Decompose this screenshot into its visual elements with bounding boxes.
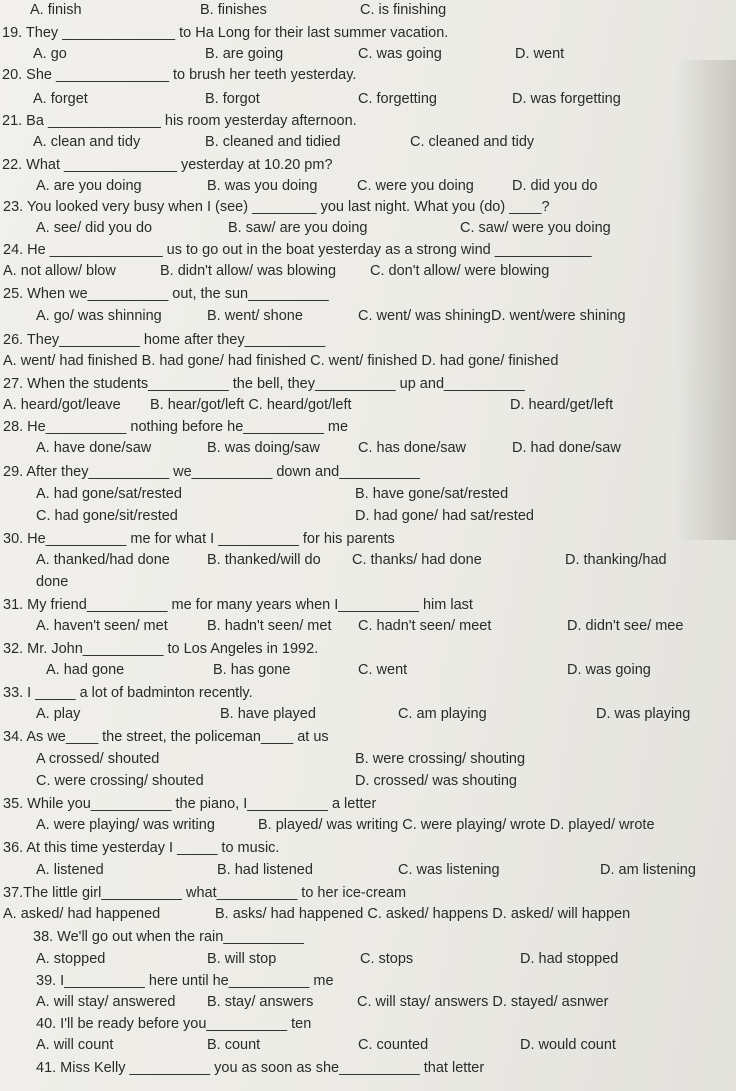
line-text: C. hadn't seen/ meet — [358, 618, 492, 634]
line-text: B. went/ shone — [207, 308, 303, 324]
exercise-line — [0, 196, 736, 218]
line-text: A. clean and tidy — [33, 134, 141, 150]
line-text: A. finish — [30, 2, 82, 18]
exercise-line — [0, 131, 736, 153]
exercise-line — [0, 638, 736, 660]
exercise-line — [0, 373, 736, 395]
exercise-line — [0, 505, 736, 527]
line-text: 37.The little girl__________ what__________ to her ice-cream — [3, 885, 407, 901]
line-text: C. is finishing — [360, 2, 447, 18]
line-text: A. will stay/ answered — [36, 994, 176, 1010]
exercise-line — [0, 615, 736, 637]
exercise-line — [0, 329, 736, 351]
line-text: 31. My friend__________ me for many years when I__________ him last — [3, 597, 473, 613]
line-text: 25. When we__________ out, the sun__________ — [3, 286, 329, 302]
line-text: C. am playing — [398, 706, 487, 722]
line-text: D. am listening — [600, 862, 696, 878]
line-text: C. was going — [358, 46, 442, 62]
line-text: D. was forgetting — [512, 91, 621, 107]
exercise-line — [0, 882, 736, 904]
line-text: D. heard/get/left — [510, 397, 614, 413]
line-text: D. did you do — [512, 178, 598, 194]
line-text: A. play — [36, 706, 81, 722]
exercise-line — [0, 239, 736, 261]
line-text: C. thanks/ had done — [352, 552, 482, 568]
line-text: 36. At this time yesterday I _____ to music. — [3, 840, 280, 856]
line-text: C. counted — [358, 1037, 429, 1053]
line-text: A. are you doing — [36, 178, 142, 194]
line-text: A. go — [33, 46, 67, 62]
line-text: A. listened — [36, 862, 104, 878]
exercise-line — [0, 0, 736, 21]
line-text: D. was going — [567, 662, 651, 678]
exercise-line — [0, 483, 736, 505]
exercise-line — [0, 991, 736, 1013]
line-text: D. went — [515, 46, 565, 62]
line-text: A. go/ was shinning — [36, 308, 162, 324]
line-text: A. had gone — [46, 662, 125, 678]
exercise-line — [0, 682, 736, 704]
line-text: 34. As we____ the street, the policeman____ at us — [3, 729, 329, 745]
line-text: C. forgetting — [358, 91, 437, 107]
line-text: 20. She ______________ to brush her teeth yesterday. — [2, 67, 357, 83]
line-text: done — [36, 574, 69, 590]
line-text: B. played/ was writing C. were playing/ wrote D. played/ wrote — [258, 817, 655, 833]
line-text: A. haven't seen/ met — [36, 618, 168, 634]
line-text: D. thanking/had — [565, 552, 667, 568]
line-text: 32. Mr. John__________ to Los Angeles in 1992. — [3, 641, 319, 657]
exercise-line — [0, 837, 736, 859]
line-text: C. were crossing/ shouted — [36, 773, 204, 789]
exercise-line — [0, 437, 736, 459]
exercise-line — [0, 394, 736, 416]
line-text: B. forgot — [205, 91, 260, 107]
exercise-line — [0, 305, 736, 327]
line-text: B. are going — [205, 46, 284, 62]
line-text: D. had stopped — [520, 951, 619, 967]
exercise-line — [0, 64, 736, 86]
line-text: D. had done/saw — [512, 440, 621, 456]
line-text: A. asked/ had happened — [3, 906, 161, 922]
line-text: D. crossed/ was shouting — [355, 773, 517, 789]
line-text: C. went/ was shiningD. went/were shining — [358, 308, 626, 324]
line-text: A. heard/got/leave — [3, 397, 121, 413]
line-text: B. thanked/will do — [207, 552, 321, 568]
line-text: A. have done/saw — [36, 440, 152, 456]
exercise-line — [0, 948, 736, 970]
line-text: A. not allow/ blow — [3, 263, 116, 279]
line-text: C. will stay/ answers D. stayed/ asnwer — [357, 994, 609, 1010]
exercise-line — [0, 659, 736, 681]
line-text: C. saw/ were you doing — [460, 220, 611, 236]
line-text: A. thanked/had done — [36, 552, 170, 568]
line-text: B. have played — [220, 706, 316, 722]
line-text: 21. Ba ______________ his room yesterday afternoon. — [2, 113, 357, 129]
line-text: B. has gone — [213, 662, 291, 678]
line-text: D. was playing — [596, 706, 691, 722]
exercise-line — [0, 461, 736, 483]
line-text: B. count — [207, 1037, 261, 1053]
exercise-line — [0, 88, 736, 110]
exercise-line — [0, 1034, 736, 1056]
line-text: A. forget — [33, 91, 88, 107]
exercise-line — [0, 22, 736, 44]
exercise-line — [0, 926, 736, 948]
line-text: B. was you doing — [207, 178, 318, 194]
exercise-line — [0, 416, 736, 438]
line-text: 33. I _____ a lot of badminton recently. — [3, 685, 253, 701]
exercise-line — [0, 350, 736, 372]
exercise-line — [0, 748, 736, 770]
exercise-line — [0, 110, 736, 132]
line-text: 22. What ______________ yesterday at 10.20 pm? — [2, 157, 333, 173]
line-text: B. finishes — [200, 2, 267, 18]
exercise-line — [0, 814, 736, 836]
line-text: 24. He ______________ us to go out in the boat yesterday as a strong wind ____________ — [3, 242, 592, 258]
line-text: 29. After they__________ we__________ down and__________ — [3, 464, 420, 480]
line-text: 38. We'll go out when the rain__________ — [33, 929, 304, 945]
line-text: B. cleaned and tidied — [205, 134, 341, 150]
exercise-line — [0, 770, 736, 792]
exercise-line — [0, 260, 736, 282]
line-text: B. saw/ are you doing — [228, 220, 368, 236]
line-text: 40. I'll be ready before you__________ ten — [36, 1016, 312, 1032]
line-text: A. went/ had finished B. had gone/ had finished C. went/ finished D. had gone/ finished — [3, 353, 559, 369]
line-text: C. stops — [360, 951, 414, 967]
line-text: B. had listened — [217, 862, 313, 878]
exercise-line — [0, 594, 736, 616]
exercise-line — [0, 571, 736, 593]
line-text: 23. You looked very busy when I (see) ________ you last night. What you (do) ____? — [3, 199, 550, 215]
line-text: C. cleaned and tidy — [410, 134, 535, 150]
exercise-line — [0, 217, 736, 239]
line-text: 28. He__________ nothing before he__________ me — [3, 419, 349, 435]
exercise-line — [0, 549, 736, 571]
line-text: 35. While you__________ the piano, I__________ a letter — [3, 796, 377, 812]
exercise-line — [0, 970, 736, 992]
exercise-line — [0, 1057, 736, 1079]
line-text: B. hear/got/left C. heard/got/left — [150, 397, 352, 413]
line-text: B. have gone/sat/rested — [355, 486, 509, 502]
line-text: A. stopped — [36, 951, 106, 967]
exercise-line — [0, 528, 736, 550]
line-text: A. will count — [36, 1037, 114, 1053]
exercise-line — [0, 703, 736, 725]
exercise-line — [0, 43, 736, 65]
line-text: A. had gone/sat/rested — [36, 486, 182, 502]
line-text: C. don't allow/ were blowing — [370, 263, 550, 279]
line-text: D. would count — [520, 1037, 616, 1053]
line-text: A. see/ did you do — [36, 220, 153, 236]
line-text: B. hadn't seen/ met — [207, 618, 332, 634]
line-text: 39. I__________ here until he__________ me — [36, 973, 334, 989]
line-text: 26. They__________ home after they__________ — [3, 332, 326, 348]
exercise-line — [0, 283, 736, 305]
line-text: C. was listening — [398, 862, 500, 878]
line-text: C. had gone/sit/rested — [36, 508, 178, 524]
exercise-line — [0, 1013, 736, 1035]
exercise-line — [0, 726, 736, 748]
line-text: D. didn't see/ mee — [567, 618, 684, 634]
line-text: C. were you doing — [357, 178, 474, 194]
exercise-line — [0, 175, 736, 197]
line-text: 27. When the students__________ the bell, they__________ up and__________ — [3, 376, 525, 392]
line-text: B. will stop — [207, 951, 277, 967]
exercise-line — [0, 903, 736, 925]
line-text: C. went — [358, 662, 408, 678]
line-text: B. were crossing/ shouting — [355, 751, 526, 767]
line-text: B. asks/ had happened C. asked/ happens D. asked/ will happen — [215, 906, 631, 922]
exercise-line — [0, 859, 736, 881]
line-text: B. was doing/saw — [207, 440, 320, 456]
exercise-line — [0, 154, 736, 176]
line-text: A. were playing/ was writing — [36, 817, 215, 833]
line-text: A crossed/ shouted — [36, 751, 160, 767]
line-text: 41. Miss Kelly __________ you as soon as she__________ that letter — [36, 1060, 485, 1076]
line-text: B. stay/ answers — [207, 994, 314, 1010]
line-text: 30. He__________ me for what I __________ for his parents — [3, 531, 395, 547]
exercise-line — [0, 793, 736, 815]
line-text: D. had gone/ had sat/rested — [355, 508, 534, 524]
line-text: 19. They ______________ to Ha Long for their last summer vacation. — [2, 25, 449, 41]
line-text: B. didn't allow/ was blowing — [160, 263, 337, 279]
line-text: C. has done/saw — [358, 440, 467, 456]
